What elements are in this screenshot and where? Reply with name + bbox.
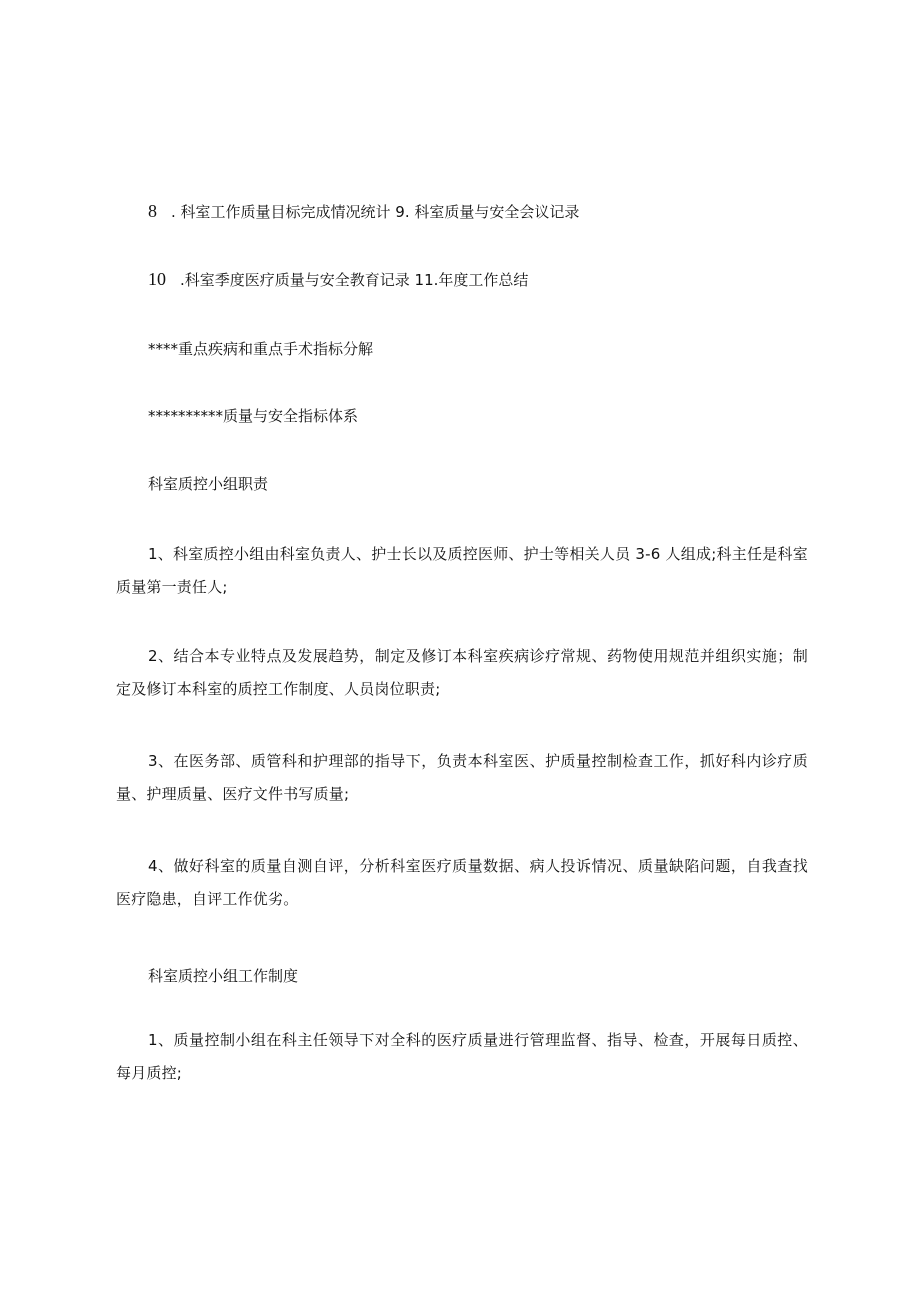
toc-line-10-11 [148,269,528,290]
toc-line-indicator-system: **********质量与安全指标体系 [148,407,359,425]
toc-number: 10 [148,269,166,289]
toc-line-key-diseases: ****重点疾病和重点手术指标分解 [148,340,374,358]
duty-item-2: 2、结合本专业特点及发展趋势，制定及修订本科室疾病诊疗常规、药物使用规范并组织实施；制定及修订本科室的质控工作制度、人员岗位职责; [116,647,808,698]
rule-item-1: 1、质量控制小组在科主任领导下对全科的医疗质量进行管理监督、指导、检查，开展每日质控、每月质控; [116,1031,808,1082]
duty-item-1: 1、科室质控小组由科室负责人、护士长以及质控医师、护士等相关人员 3-6 人组成;科主任是科室质量第一责任人; [116,545,808,596]
toc-text: . 科室工作质量目标完成情况统计 9. 科室质量与安全会议记录 [171,203,580,221]
toc-line-8-9 [148,201,579,222]
duty-item-4: 4、做好科室的质量自测自评，分析科室医疗质量数据、病人投诉情况、质量缺陷问题，自我查找医疗隐患，自评工作优劣。 [116,857,808,908]
section-heading-work-rules: 科室质控小组工作制度 [148,967,299,985]
section-heading-duties: 科室质控小组职责 [148,475,269,493]
duty-item-3: 3、在医务部、质管科和护理部的指导下，负责本科室医、护质量控制检查工作，抓好科内诊疗质量、护理质量、医疗文件书写质量; [116,752,808,803]
toc-number: 8 [148,201,157,221]
toc-text: .科室季度医疗质量与安全教育记录 11.年度工作总结 [180,271,529,289]
